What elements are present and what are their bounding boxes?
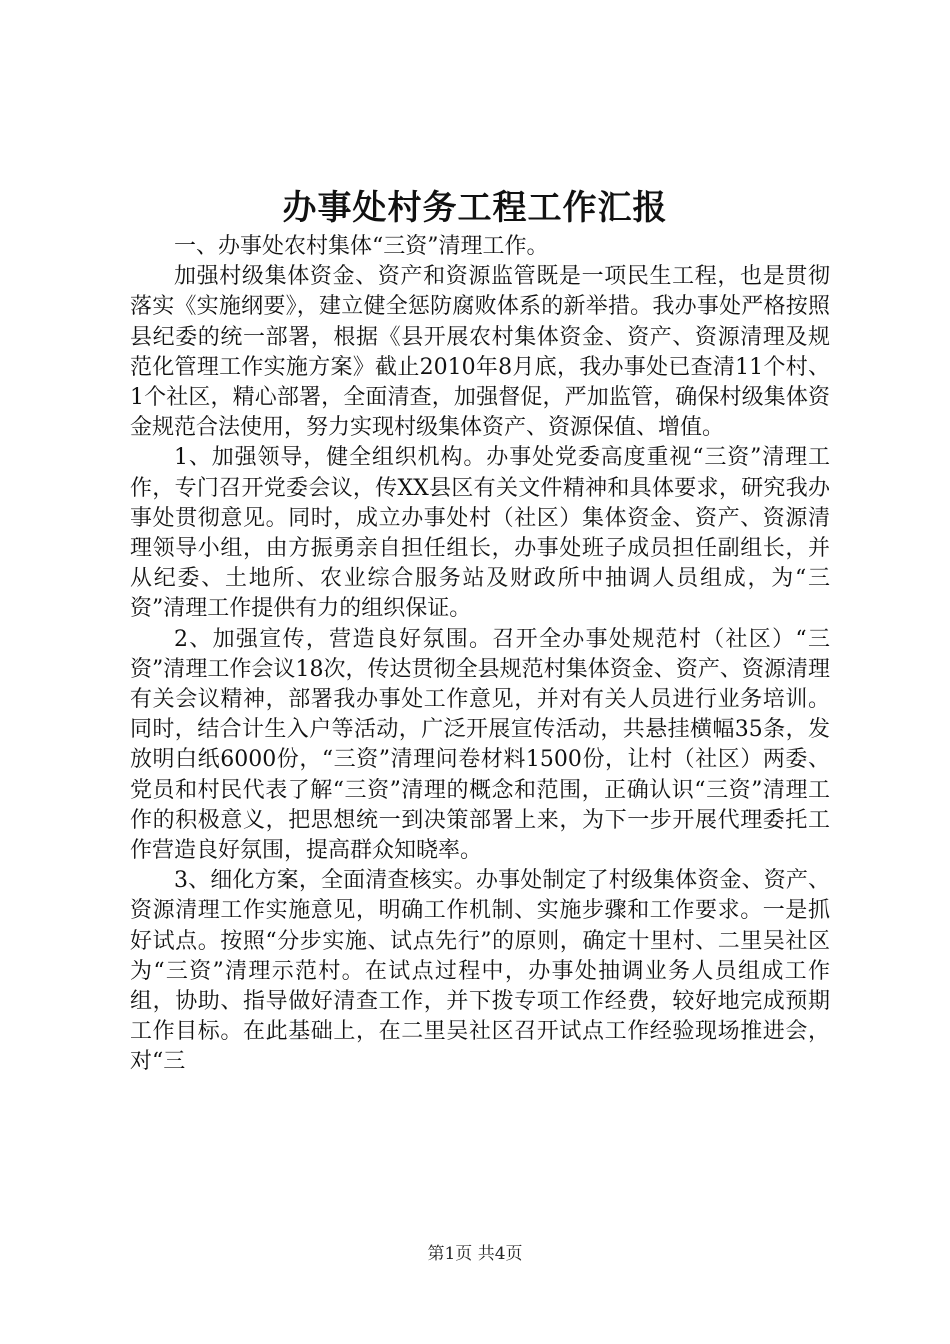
paragraph-intro: 加强村级集体资金、资产和资源监管既是一项民生工程，也是贯彻落实《实施纲要》，建立健全惩防腐败体系的新举措。我办事处严格按照县纪委的统一部署，根据《县开展农村集体资金、资产、资源清理及规范化管理工作实施方案》截止2010年8月底，我办事处已查清11个村、1个社区，精心部署，全面清查，加强督促，严加监管，确保村级集体资金规范合法使用，努力实现村级集体资产、资源保值、增值。 — [130, 264, 830, 441]
paragraph-section-heading: 一、办事处农村集体“三资”清理工作。 — [174, 234, 549, 259]
page-number-footer: 第1页 共4页 — [427, 1244, 523, 1264]
paragraph-item-3: 3、细化方案，全面清查核实。办事处制定了村级集体资金、资产、资源清理工作实施意见，明确工作机制、实施步骤和工作要求。一是抓好试点。按照“分步实施、试点先行”的原则，确定十里村、二里吴社区为“三资”清理示范村。在试点过程中，办事处抽调业务人员组成工作组，协助、指导做好清查工作，并下拨专项工作经费，较好地完成预期工作目标。在此基础上，在二里吴社区召开试点工作经验现场推进会，对“三 — [130, 868, 830, 1075]
paragraph-item-1: 1、加强领导，健全组织机构。办事处党委高度重视“三资”清理工作，专门召开党委会议，传XX县区有关文件精神和具体要求，研究我办事处贯彻意见。同时，成立办事处村（社区）集体资金、资产、资源清理领导小组，由方振勇亲自担任组长，办事处班子成员担任副组长，并从纪委、土地所、农业综合服务站及财政所中抽调人员组成，为“三资”清理工作提供有力的组织保证。 — [130, 445, 830, 622]
document-body — [130, 232, 830, 1078]
document-title: 办事处村务工程工作汇报 — [282, 188, 668, 228]
paragraph-item-2: 2、加强宣传，营造良好氛围。召开全办事处规范村（社区）“三资”清理工作会议18次，传达贯彻全县规范村集体资金、资产、资源清理有关会议精神，部署我办事处工作意见，并对有关人员进行业务培训。同时，结合计生入户等活动，广泛开展宣传活动，共悬挂横幅35条，发放明白纸6000份，“三资”清理问卷材料1500份，让村（社区）两委、党员和村民代表了解“三资”清理的概念和范围，正确认识“三资”清理工作的积极意义，把思想统一到决策部署上来，为下一步开展代理委托工作营造良好氛围，提高群众知晓率。 — [130, 626, 830, 864]
